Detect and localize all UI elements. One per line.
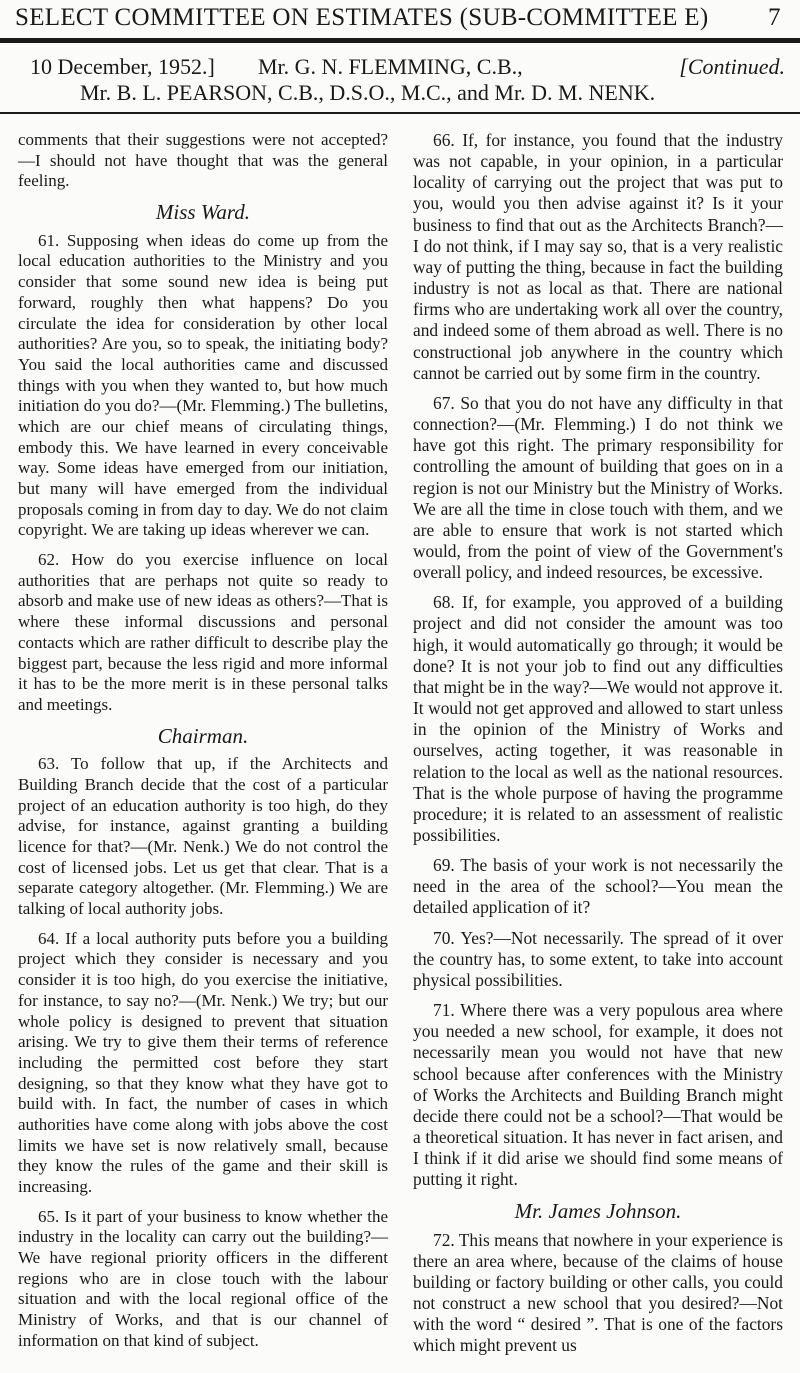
question-67: 67. So that you do not have any difficulty in that connection?—(Mr. Flemming.) I do not think we have got this right. The primary responsibility for controlling the amount of building that goes on in a region is not our Ministry but the Ministry of Works. We are all the time in close touch with them, and we are able to ensure that work is not started which would, from the point of view of the Government's overall policy, and indeed resources, be excessive. — [413, 392, 783, 583]
continued-marker: [Continued. — [679, 54, 785, 79]
question-71: 71. Where there was a very populous area where you needed a new school, for example, it does not necessarily mean you would not have that new school because after conferences with the Ministry of Works the Architects and Building Branch might decide there could not be a school?—That would be a theoretical situation. It has never in fact arisen, and I think if it did arise we should find some means of putting it right. — [413, 1000, 783, 1190]
session-date: 10 December, 1952.] — [30, 54, 215, 79]
witness-names-1: Mr. G. N. FLEMMING, C.B., — [258, 54, 523, 79]
question-70: 70. Yes?—Not necessarily. The spread of it over the country has, to some extent, to take into account physical possibilities. — [413, 927, 783, 990]
paragraph-continued: comments that their suggestions were not accepted?—I should not have thought that was the general feeling. — [18, 130, 388, 191]
question-62: 62. How do you exercise influence on local authorities that are perhaps not quite so ready to absorb and make use of new ideas as others?—That is where these informal discussions and personal contacts which are rather difficult to describe play the biggest part, because the less rigid and more informal it has to be the more merit is in these personal talks and meetings. — [18, 550, 388, 714]
question-69: 69. The basis of your work is not necessarily the need in the area of the school?—You mean the detailed application of it? — [413, 855, 783, 918]
question-66: 66. If, for instance, you found that the industry was not capable, in your opinion, in a particular locality of carrying out the project that was put to you, would you then advise against it? Is it your business to find that out as the Architects Branch?—I do not think, if I may say so, that is a very realistic way of putting the thing, because in fact the building industry is not as local as that. There are national firms who are undertaking work all over the country, and indeed some of them abroad as well. There is no constructional job anywhere in the country which cannot be carried out by some firm in the country. — [413, 130, 783, 383]
right-column — [413, 130, 783, 1357]
speaker-heading: Miss Ward. — [155, 200, 251, 225]
witness-header-line-1 — [30, 54, 785, 80]
witness-names-2: Mr. B. L. PEARSON, C.B., D.S.O., M.C., and Mr. D. M. NENK. — [80, 80, 656, 105]
question-61: 61. Supposing when ideas do come up from the local education authorities to the Ministry and you consider that some sound new idea is being put forward, roughly then what happens? Do you circulate the idea for consideration by other local authorities? Are you, so to speak, the initiating body? You said the local authorities came and discussed things with you when they wanted to, but how much initiation do you do?—(Mr. Flemming.) The bulletins, which are our chief means of circulating things, embody this. We have learned in every conceivable way. Some ideas have emerged from our initiation, but many will have emerged from the individual proposals coming in from day to day. We do not claim copyright. We are taking up ideas wherever we can. — [18, 230, 388, 540]
question-63: 63. To follow that up, if the Architects and Building Branch decide that the cost of a particular project of an education authority is too high, do they advise, for instance, against granting a building licence for that?—(Mr. Nenk.) We do not control the cost of licensed jobs. Let us get that clear. That is a separate category altogether. (Mr. Flemming.) We are talking of local authority jobs. — [18, 754, 388, 919]
page-number: 7 — [768, 4, 781, 31]
left-column — [18, 130, 388, 1352]
question-68: 68. If, for example, you approved of a building project and did not consider the amount was too high, it would automatically go through; it would be done? It is not your job to find out any difficulties that might be in the way?—We would not approve it. It would not get approved and allowed to start unless in the opinion of the Ministry of Works and ourselves, acting together, it was reasonable in relation to the local as well as the national resources. That is the whole purpose of having the programme procedure; it is related to an assessment of realistic possibilities. — [413, 592, 783, 845]
question-64: 64. If a local authority puts before you a building project which they consider is necessary and you consider it is too high, do you exercise the initiative, for instance, to say no?—(Mr. Nenk.) We try; but our whole policy is designed to prevent that situation arising. We try to give them their terms of reference including the permitted cost before they start designing, so that they know what they have got to build with. In fact, the number of cases in which authorities have come along with jobs above the cost limits we have set is now relatively small, because they know the rules of the game and their skill is increasing. — [18, 928, 388, 1196]
header-rule-thick — [0, 38, 800, 43]
speaker-heading: Mr. James Johnson. — [514, 1198, 682, 1223]
header-rule-thin — [0, 112, 800, 114]
speaker-heading: Chairman. — [157, 723, 249, 748]
question-65: 65. Is it part of your business to know whether the industry in the locality can carry out the building?—We have regional priority officers in the different regions who are in close touch with the labour situation and with the local regional office of the Ministry of Works, and that is our channel of information on that kind of subject. — [18, 1206, 388, 1350]
running-title: SELECT COMMITTEE ON ESTIMATES (SUB-COMMITTEE E) — [15, 4, 709, 31]
question-72: 72. This means that nowhere in your experience is there an area where, because of the claims of house building or factory building or other calls, you could not construct a new school that you desired?—Not with the word “ desired ”. That is one of the factors which might prevent us — [413, 1229, 783, 1356]
